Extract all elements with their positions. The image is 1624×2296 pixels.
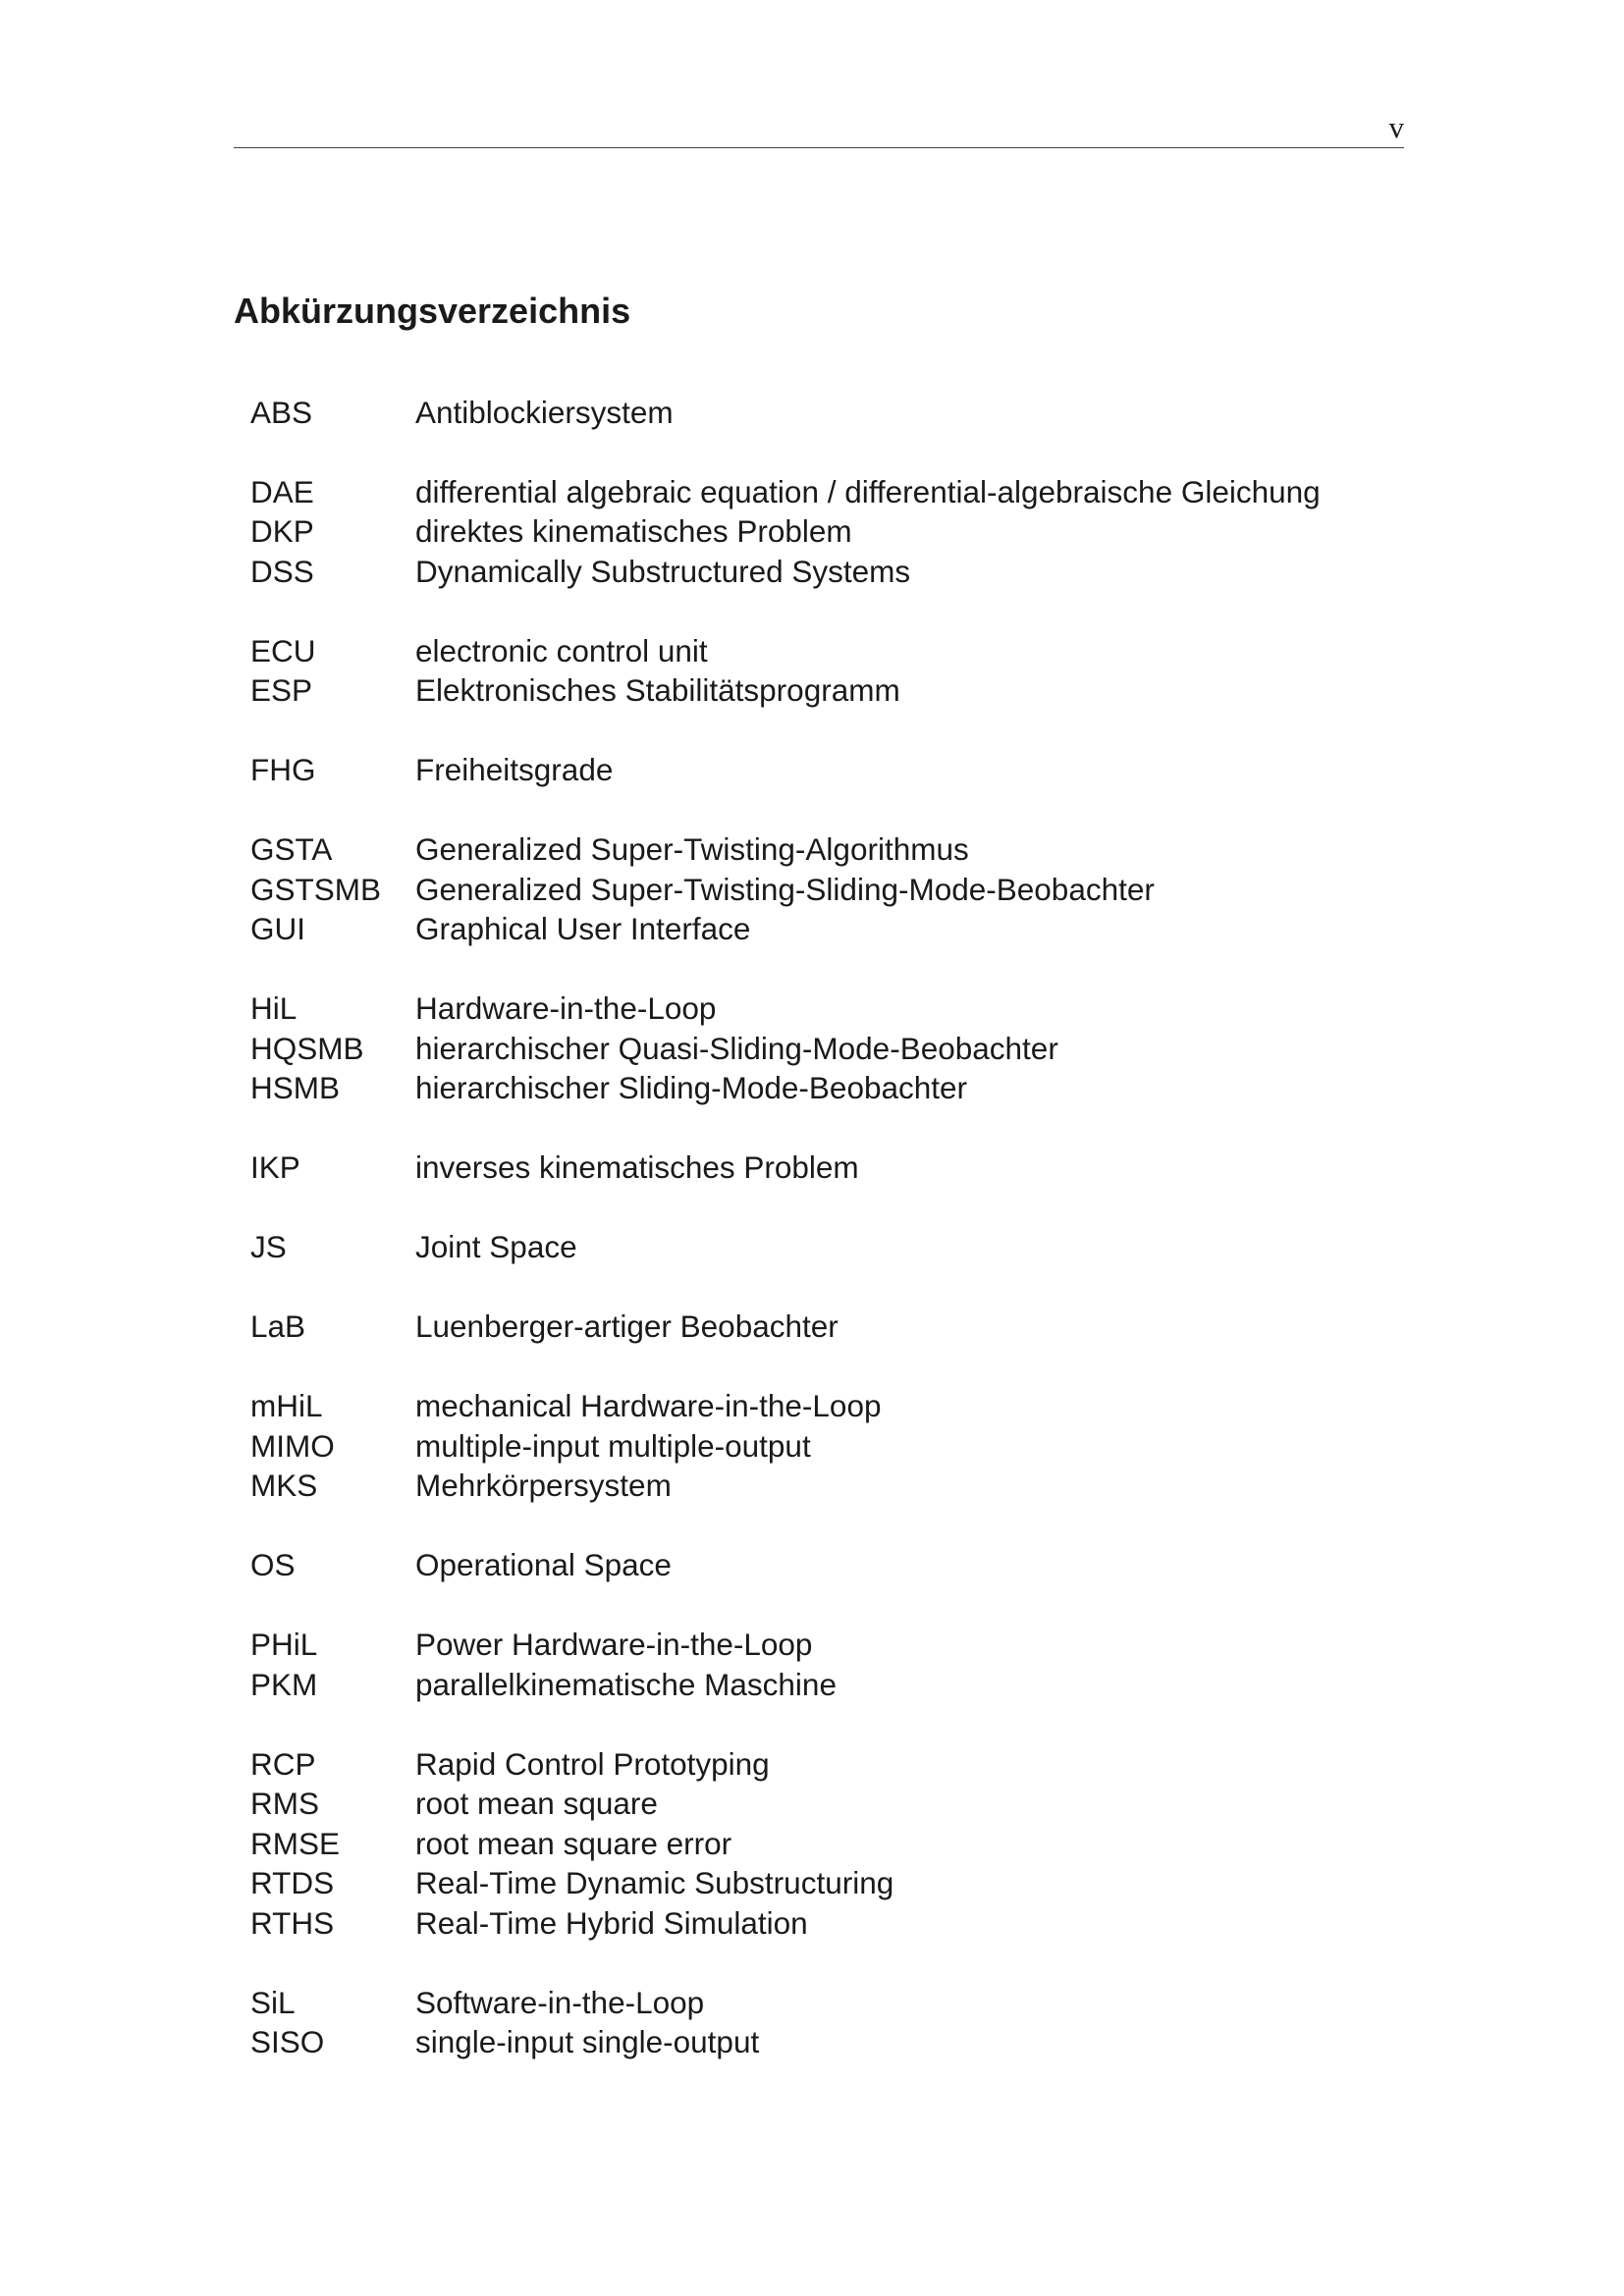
abbreviation-term: SiL: [250, 1984, 296, 2020]
abbreviation-group: [250, 1546, 1409, 1586]
abbreviation-entry: [250, 870, 1409, 910]
abbreviation-group: [250, 1744, 1409, 1944]
abbreviation-term: LaB: [250, 1308, 306, 1345]
abbreviation-group: [250, 1308, 1409, 1348]
abbreviation-description: Generalized Super-Twisting-Sliding-Mode-Beobachter: [415, 871, 1155, 907]
abbreviation-entry: [250, 552, 1409, 592]
abbreviation-description: Rapid Control Prototyping: [415, 1745, 770, 1782]
abbreviation-description: parallelkinematische Maschine: [415, 1666, 837, 1702]
abbreviation-description: root mean square error: [415, 1825, 732, 1861]
abbreviation-entry: [250, 472, 1409, 512]
abbreviation-description: hierarchischer Quasi-Sliding-Mode-Beobachter: [415, 1030, 1058, 1066]
abbreviation-term: GSTA: [250, 831, 333, 868]
abbreviation-entry: [250, 1069, 1409, 1109]
abbreviation-entry: [250, 1665, 1409, 1705]
abbreviation-description: Operational Space: [415, 1547, 672, 1583]
abbreviation-group: [250, 472, 1409, 592]
abbreviation-description: Graphical User Interface: [415, 911, 751, 947]
abbreviation-description: direktes kinematisches Problem: [415, 513, 852, 550]
abbreviation-description: Real-Time Hybrid Simulation: [415, 1904, 808, 1941]
abbreviation-description: root mean square: [415, 1786, 658, 1822]
abbreviation-term: MIMO: [250, 1427, 335, 1464]
abbreviation-entry: [250, 1983, 1409, 2023]
abbreviation-entry: [250, 1546, 1409, 1586]
abbreviation-term: GSTSMB: [250, 871, 382, 907]
abbreviation-group: [250, 751, 1409, 791]
abbreviation-term: RTHS: [250, 1904, 335, 1941]
abbreviation-description: Dynamically Substructured Systems: [415, 553, 911, 589]
abbreviation-description: Freiheitsgrade: [415, 752, 614, 788]
abbreviation-term: FHG: [250, 752, 316, 788]
abbreviation-entry: [250, 1387, 1409, 1427]
abbreviation-entry: [250, 1626, 1409, 1666]
abbreviation-term: PHiL: [250, 1627, 318, 1663]
abbreviation-term: RMSE: [250, 1825, 341, 1861]
abbreviation-description: Antiblockiersystem: [415, 394, 674, 430]
abbreviation-entry: [250, 1148, 1409, 1189]
abbreviation-description: Hardware-in-the-Loop: [415, 990, 717, 1027]
abbreviation-entry: [250, 751, 1409, 791]
abbreviation-entry: [250, 1785, 1409, 1825]
abbreviation-term: mHiL: [250, 1388, 323, 1424]
abbreviation-entry: [250, 671, 1409, 712]
abbreviation-term: HiL: [250, 990, 298, 1027]
abbreviation-description: Joint Space: [415, 1229, 577, 1265]
abbreviation-entry: [250, 1308, 1409, 1348]
abbreviation-term: HSMB: [250, 1070, 341, 1106]
abbreviation-term: DSS: [250, 553, 314, 589]
abbreviation-description: hierarchischer Sliding-Mode-Beobachter: [415, 1070, 968, 1106]
abbreviation-entry: [250, 631, 1409, 671]
abbreviation-entry: [250, 989, 1409, 1030]
abbreviation-group: [250, 1626, 1409, 1705]
abbreviation-description: Power Hardware-in-the-Loop: [415, 1627, 813, 1663]
page-number: v: [1388, 110, 1404, 144]
abbreviation-description: Luenberger-artiger Beobachter: [415, 1308, 839, 1345]
abbreviation-description: differential algebraic equation / differential-algebraische Gleichung: [415, 473, 1321, 509]
abbreviation-group: [250, 1228, 1409, 1268]
abbreviation-entry: [250, 1864, 1409, 1904]
abbreviation-entry: [250, 830, 1409, 871]
page-title: Abkürzungsverzeichnis: [234, 291, 631, 331]
abbreviation-term: HQSMB: [250, 1030, 364, 1066]
abbreviation-term: ESP: [250, 672, 313, 709]
abbreviation-description: Mehrkörpersystem: [415, 1468, 672, 1504]
abbreviation-entry: [250, 512, 1409, 553]
abbreviation-entry: [250, 1744, 1409, 1785]
abbreviation-description: mechanical Hardware-in-the-Loop: [415, 1388, 882, 1424]
abbreviation-description: single-input single-output: [415, 2024, 760, 2060]
abbreviation-entry: [250, 393, 1409, 433]
abbreviation-description: Elektronisches Stabilitätsprogramm: [415, 672, 900, 709]
abbreviation-entry: [250, 1824, 1409, 1864]
abbreviation-group: [250, 830, 1409, 950]
abbreviation-term: RCP: [250, 1745, 316, 1782]
abbreviation-term: MKS: [250, 1468, 318, 1504]
abbreviation-term: IKP: [250, 1149, 300, 1186]
abbreviation-entry: [250, 1228, 1409, 1268]
abbreviation-term: DAE: [250, 473, 314, 509]
abbreviation-entry: [250, 1029, 1409, 1069]
abbreviation-group: [250, 989, 1409, 1109]
abbreviation-term: OS: [250, 1547, 296, 1583]
abbreviation-entry: [250, 2023, 1409, 2063]
abbreviation-term: RMS: [250, 1786, 319, 1822]
header-rule: [234, 147, 1404, 148]
abbreviation-entry: [250, 1467, 1409, 1507]
abbreviation-description: Real-Time Dynamic Substructuring: [415, 1865, 894, 1901]
abbreviation-term: SISO: [250, 2024, 325, 2060]
abbreviation-term: GUI: [250, 911, 306, 947]
abbreviation-term: ECU: [250, 632, 316, 668]
abbreviation-description: Generalized Super-Twisting-Algorithmus: [415, 831, 969, 868]
abbreviation-description: multiple-input multiple-output: [415, 1427, 811, 1464]
abbreviation-term: ABS: [250, 394, 313, 430]
abbreviation-term: DKP: [250, 513, 314, 550]
abbreviation-description: Software-in-the-Loop: [415, 1984, 705, 2020]
abbreviation-group: [250, 631, 1409, 711]
abbreviation-entry: [250, 1426, 1409, 1467]
abbreviation-group: [250, 1387, 1409, 1507]
abbreviation-group: [250, 393, 1409, 433]
abbreviation-description: inverses kinematisches Problem: [415, 1149, 859, 1186]
abbreviation-term: RTDS: [250, 1865, 335, 1901]
abbreviation-group: [250, 1148, 1409, 1189]
abbreviation-list: [250, 393, 1409, 2103]
abbreviation-term: JS: [250, 1229, 287, 1265]
abbreviation-entry: [250, 910, 1409, 950]
abbreviation-term: PKM: [250, 1666, 318, 1702]
abbreviation-description: electronic control unit: [415, 632, 708, 668]
abbreviation-entry: [250, 1903, 1409, 1944]
abbreviation-group: [250, 1983, 1409, 2062]
